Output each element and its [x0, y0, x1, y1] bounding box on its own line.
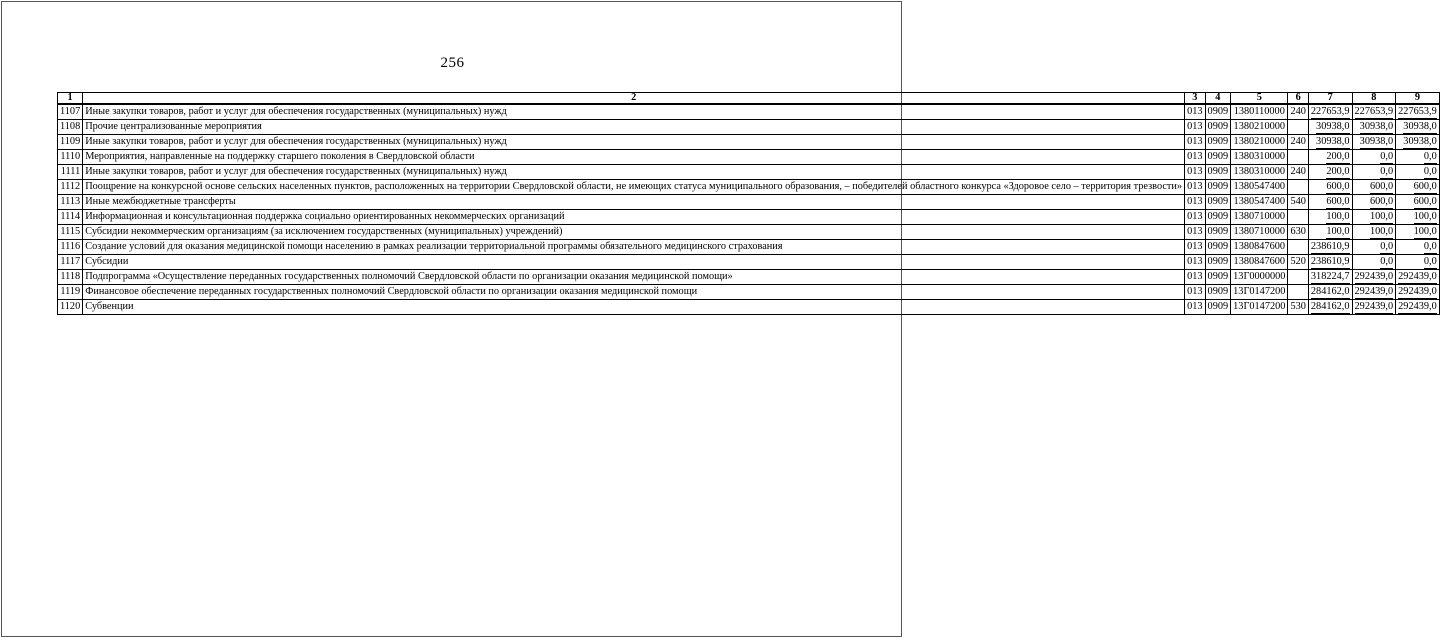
- row-number: 1115: [58, 225, 83, 240]
- row-amount-col-8: 0,0: [1352, 255, 1396, 270]
- row-number: 1119: [58, 285, 83, 300]
- table-row: [58, 225, 1440, 240]
- row-number: 1118: [58, 270, 83, 285]
- header-col-8: 8: [1352, 93, 1396, 105]
- row-amount-col-8: 600,0: [1352, 180, 1396, 195]
- row-target-code: 1380710000: [1231, 225, 1288, 240]
- row-name: Подпрограмма «Осуществление переданных государственных полномочий Свердловской области по организации оказания медицинской помощи»: [83, 270, 1185, 285]
- row-amount-col-9: 100,0: [1396, 210, 1440, 225]
- row-target-code: 13Г0147200: [1231, 285, 1288, 300]
- header-col-4: 4: [1205, 93, 1231, 105]
- row-section-code: 0909: [1205, 285, 1231, 300]
- row-name: Прочие централизованные мероприятия: [83, 120, 1185, 135]
- row-amount-col-8: 0,0: [1352, 150, 1396, 165]
- row-ministry-code: 013: [1185, 210, 1205, 225]
- row-expense-type: 540: [1288, 195, 1308, 210]
- row-number: 1113: [58, 195, 83, 210]
- table-row: [58, 195, 1440, 210]
- row-ministry-code: 013: [1185, 255, 1205, 270]
- table-row: [58, 300, 1440, 315]
- row-amount-col-8: 100,0: [1352, 225, 1396, 240]
- row-target-code: 1380310000: [1231, 165, 1288, 180]
- table-row: [58, 135, 1440, 150]
- row-ministry-code: 013: [1185, 150, 1205, 165]
- row-target-code: 1380547400: [1231, 195, 1288, 210]
- row-amount-col-9: 600,0: [1396, 180, 1440, 195]
- row-number: 1116: [58, 240, 83, 255]
- row-expense-type: [1288, 240, 1308, 255]
- row-amount-col-9: 600,0: [1396, 195, 1440, 210]
- row-amount-col-7: 600,0: [1308, 195, 1352, 210]
- row-name: Иные закупки товаров, работ и услуг для обеспечения государственных (муниципальных) нужд: [83, 165, 1185, 180]
- row-amount-col-8: 227653,9: [1352, 104, 1396, 120]
- row-number: 1120: [58, 300, 83, 315]
- row-expense-type: [1288, 210, 1308, 225]
- row-expense-type: 240: [1288, 165, 1308, 180]
- row-expense-type: [1288, 270, 1308, 285]
- row-amount-col-7: 238610,9: [1308, 255, 1352, 270]
- row-amount-col-9: 100,0: [1396, 225, 1440, 240]
- row-name: Иные закупки товаров, работ и услуг для обеспечения государственных (муниципальных) нужд: [83, 104, 1185, 120]
- row-expense-type: [1288, 180, 1308, 195]
- row-amount-col-7: 238610,9: [1308, 240, 1352, 255]
- header-col-5: 5: [1231, 93, 1288, 105]
- row-ministry-code: 013: [1185, 135, 1205, 150]
- row-expense-type: 240: [1288, 135, 1308, 150]
- row-section-code: 0909: [1205, 225, 1231, 240]
- row-amount-col-7: 30938,0: [1308, 120, 1352, 135]
- table-row: [58, 104, 1440, 120]
- row-target-code: 13Г0147200: [1231, 300, 1288, 315]
- row-section-code: 0909: [1205, 300, 1231, 315]
- row-section-code: 0909: [1205, 240, 1231, 255]
- row-amount-col-8: 292439,0: [1352, 270, 1396, 285]
- row-amount-col-9: 30938,0: [1396, 120, 1440, 135]
- header-col-1: 1: [58, 93, 83, 105]
- row-expense-type: 530: [1288, 300, 1308, 315]
- row-target-code: 1380547400: [1231, 180, 1288, 195]
- row-target-code: 1380210000: [1231, 120, 1288, 135]
- row-name: Мероприятия, направленные на поддержку старшего поколения в Свердловской области: [83, 150, 1185, 165]
- row-section-code: 0909: [1205, 255, 1231, 270]
- row-name: Поощрение на конкурсной основе сельских населенных пунктов, расположенных на территории Свердловской области, не имеющих статуса муниципального образования, – победителей областного конкурса «Здоровое село – территория трезвости»: [83, 180, 1185, 195]
- row-number: 1114: [58, 210, 83, 225]
- row-ministry-code: 013: [1185, 300, 1205, 315]
- row-amount-col-7: 227653,9: [1308, 104, 1352, 120]
- row-number: 1110: [58, 150, 83, 165]
- row-number: 1108: [58, 120, 83, 135]
- header-col-9: 9: [1396, 93, 1440, 105]
- row-amount-col-8: 30938,0: [1352, 135, 1396, 150]
- page-number: 256: [440, 55, 465, 71]
- row-ministry-code: 013: [1185, 165, 1205, 180]
- row-amount-col-7: 318224,7: [1308, 270, 1352, 285]
- row-number: 1109: [58, 135, 83, 150]
- row-number: 1112: [58, 180, 83, 195]
- row-name: Иные межбюджетные трансферты: [83, 195, 1185, 210]
- row-section-code: 0909: [1205, 135, 1231, 150]
- row-section-code: 0909: [1205, 195, 1231, 210]
- row-target-code: 1380710000: [1231, 210, 1288, 225]
- row-amount-col-8: 292439,0: [1352, 285, 1396, 300]
- row-expense-type: [1288, 150, 1308, 165]
- row-amount-col-8: 100,0: [1352, 210, 1396, 225]
- row-amount-col-7: 100,0: [1308, 225, 1352, 240]
- row-name: Субвенции: [83, 300, 1185, 315]
- row-amount-col-7: 284162,0: [1308, 285, 1352, 300]
- header-col-2: 2: [83, 93, 1185, 105]
- row-amount-col-7: 600,0: [1308, 180, 1352, 195]
- row-ministry-code: 013: [1185, 180, 1205, 195]
- row-amount-col-9: 0,0: [1396, 150, 1440, 165]
- table-row: [58, 240, 1440, 255]
- row-section-code: 0909: [1205, 120, 1231, 135]
- row-target-code: 1380847600: [1231, 255, 1288, 270]
- table-row: [58, 255, 1440, 270]
- row-expense-type: 240: [1288, 104, 1308, 120]
- row-ministry-code: 013: [1185, 285, 1205, 300]
- row-name: Создание условий для оказания медицинской помощи населению в рамках реализации территориальной программы обязательного медицинского страхования: [83, 240, 1185, 255]
- row-section-code: 0909: [1205, 180, 1231, 195]
- header-col-6: 6: [1288, 93, 1308, 105]
- row-ministry-code: 013: [1185, 104, 1205, 120]
- row-name: Информационная и консультационная поддержка социально ориентированных некоммерческих организаций: [83, 210, 1185, 225]
- row-ministry-code: 013: [1185, 240, 1205, 255]
- table-row: [58, 120, 1440, 135]
- row-section-code: 0909: [1205, 165, 1231, 180]
- row-amount-col-7: 284162,0: [1308, 300, 1352, 315]
- row-amount-col-9: 0,0: [1396, 165, 1440, 180]
- row-ministry-code: 013: [1185, 120, 1205, 135]
- row-amount-col-8: 0,0: [1352, 165, 1396, 180]
- row-name: Субсидии некоммерческим организациям (за исключением государственных (муниципальных) учреждений): [83, 225, 1185, 240]
- row-amount-col-7: 200,0: [1308, 150, 1352, 165]
- row-section-code: 0909: [1205, 150, 1231, 165]
- row-number: 1107: [58, 104, 83, 120]
- row-expense-type: [1288, 120, 1308, 135]
- row-name: Финансовое обеспечение переданных государственных полномочий Свердловской области по организации оказания медицинской помощи: [83, 285, 1185, 300]
- row-amount-col-8: 292439,0: [1352, 300, 1396, 315]
- row-target-code: 13Г0000000: [1231, 270, 1288, 285]
- row-amount-col-9: 292439,0: [1396, 270, 1440, 285]
- row-number: 1111: [58, 165, 83, 180]
- budget-table: [57, 92, 1440, 315]
- header-col-3: 3: [1185, 93, 1205, 105]
- row-number: 1117: [58, 255, 83, 270]
- row-amount-col-9: 292439,0: [1396, 300, 1440, 315]
- row-amount-col-8: 600,0: [1352, 195, 1396, 210]
- row-amount-col-9: 30938,0: [1396, 135, 1440, 150]
- row-amount-col-9: 0,0: [1396, 240, 1440, 255]
- table-row: [58, 180, 1440, 195]
- table-row: [58, 285, 1440, 300]
- row-amount-col-9: 292439,0: [1396, 285, 1440, 300]
- table-row: [58, 165, 1440, 180]
- table-row: [58, 270, 1440, 285]
- row-expense-type: [1288, 285, 1308, 300]
- row-amount-col-9: 227653,9: [1396, 104, 1440, 120]
- table-row: [58, 150, 1440, 165]
- row-target-code: 1380110000: [1231, 104, 1288, 120]
- row-amount-col-7: 200,0: [1308, 165, 1352, 180]
- row-target-code: 1380310000: [1231, 150, 1288, 165]
- row-name: Субсидии: [83, 255, 1185, 270]
- row-ministry-code: 013: [1185, 270, 1205, 285]
- row-section-code: 0909: [1205, 104, 1231, 120]
- row-name: Иные закупки товаров, работ и услуг для обеспечения государственных (муниципальных) нужд: [83, 135, 1185, 150]
- table-header-row: [58, 93, 1440, 105]
- row-amount-col-8: 30938,0: [1352, 120, 1396, 135]
- row-ministry-code: 013: [1185, 225, 1205, 240]
- row-section-code: 0909: [1205, 210, 1231, 225]
- row-amount-col-7: 100,0: [1308, 210, 1352, 225]
- row-expense-type: 630: [1288, 225, 1308, 240]
- row-amount-col-8: 0,0: [1352, 240, 1396, 255]
- row-target-code: 1380847600: [1231, 240, 1288, 255]
- row-expense-type: 520: [1288, 255, 1308, 270]
- header-col-7: 7: [1308, 93, 1352, 105]
- table-row: [58, 210, 1440, 225]
- row-ministry-code: 013: [1185, 195, 1205, 210]
- row-amount-col-9: 0,0: [1396, 255, 1440, 270]
- row-section-code: 0909: [1205, 270, 1231, 285]
- row-amount-col-7: 30938,0: [1308, 135, 1352, 150]
- row-target-code: 1380210000: [1231, 135, 1288, 150]
